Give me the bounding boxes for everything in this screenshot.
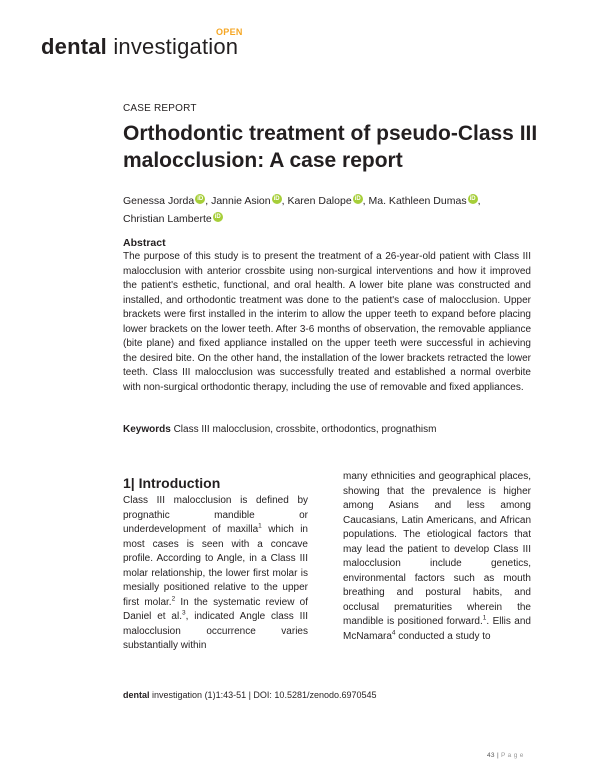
author-item: Genessa Jorda iD , [123, 195, 209, 207]
journal-logo [41, 27, 281, 61]
keywords-text: Class III malocclusion, crossbite, orthodontics, prognathism [173, 424, 437, 435]
article-type: CASE REPORT [123, 103, 197, 114]
citation-ref[interactable]: 1 [258, 522, 262, 530]
intro-column-right: many ethnicities and geographical places, showing that the prevalence is higher among Asians and less among Caucasians, Latin Americans, and African populations. The etiological factors that may lead the patient to develop Class III malocclusion include genetics, environmental factors such as mouth breathing and postural habits, and occlusal prematurities wherein the mandible is positioned forward.$^1$. Ellis and McNamara$^4$ conducted a study to [343, 471, 531, 642]
citation-ref[interactable]: 4 [391, 629, 396, 637]
abstract-heading: Abstract [123, 237, 166, 249]
orcid-icon[interactable]: iD [273, 196, 280, 202]
page-number: 43 | P a g e [487, 752, 524, 759]
author-list [123, 192, 533, 228]
open-access-label: OPEN [216, 27, 243, 37]
footer-citation: dental investigation (1)1:43-51 | DOI: 10.5281/zenodo.6970545 [123, 690, 377, 700]
citation-ref[interactable]: 2 [171, 595, 176, 603]
orcid-icon[interactable]: iD [469, 196, 476, 202]
orcid-icon[interactable]: iD [354, 196, 361, 202]
doi-text: (1)1:43-51 | DOI: 10.5281/zenodo.6970545 [202, 690, 377, 700]
keywords [123, 424, 533, 435]
author-item: Ma. Kathleen Dumas iD , [368, 195, 481, 207]
author-item: Christian Lamberte iD [123, 213, 221, 225]
section-heading: 1| Introduction [123, 475, 221, 491]
intro-column-left: Class III malocclusion is defined by prognathic mandible or underdevelopment of maxilla$^1$ which in most cases is seen with a concave profile. According to Angle, in a Class III molar relationship, the lower first molar is mesially positioned relative to the upper first molar.$^2$ In the systematic review of Daniel et al.$^3$, indicated Angle class III malocclusion occurrence varies substantially within [123, 495, 308, 651]
keywords-label: Keywords [123, 424, 171, 435]
citation-ref[interactable]: 3 [181, 609, 186, 617]
author-item: Jannie Asion iD , [211, 195, 285, 207]
citation-ref[interactable]: 1 [482, 614, 487, 622]
journal-name: dental investigation [41, 34, 239, 59]
abstract-text: The purpose of this study is to present the treatment of a 26-year-old patient with Class III malocclusion with anterior crossbite using non-surgical interventions and how it improved the patient's esthetic, functional, and oral health. A lower bite plane was constructed and installed, and orthodontic treatment was done to the patient's case of malocclusion. Upper brackets were first installed in the interim to allow the upper teeth to expand before placing lower brackets on the lower teeth. After 3-6 months of observation, the removable appliance (bite plane) and fixed appliance installed on the upper teeth were successful in achieving the desired bite. On the other hand, the installation of the lower brackets retracted the lower teeth. Class III malocclusion was successfully treated and established a normal overbite with non-surgical orthodontic therapy, including the use of removable and fixed appliances. [123, 251, 531, 393]
orcid-icon[interactable]: iD [197, 196, 204, 202]
page-title: Orthodontic treatment of pseudo-Class III malocclusion: A case report [123, 122, 538, 172]
author-item: Karen Dalope iD , [287, 195, 366, 207]
orcid-icon[interactable]: iD [214, 214, 221, 220]
